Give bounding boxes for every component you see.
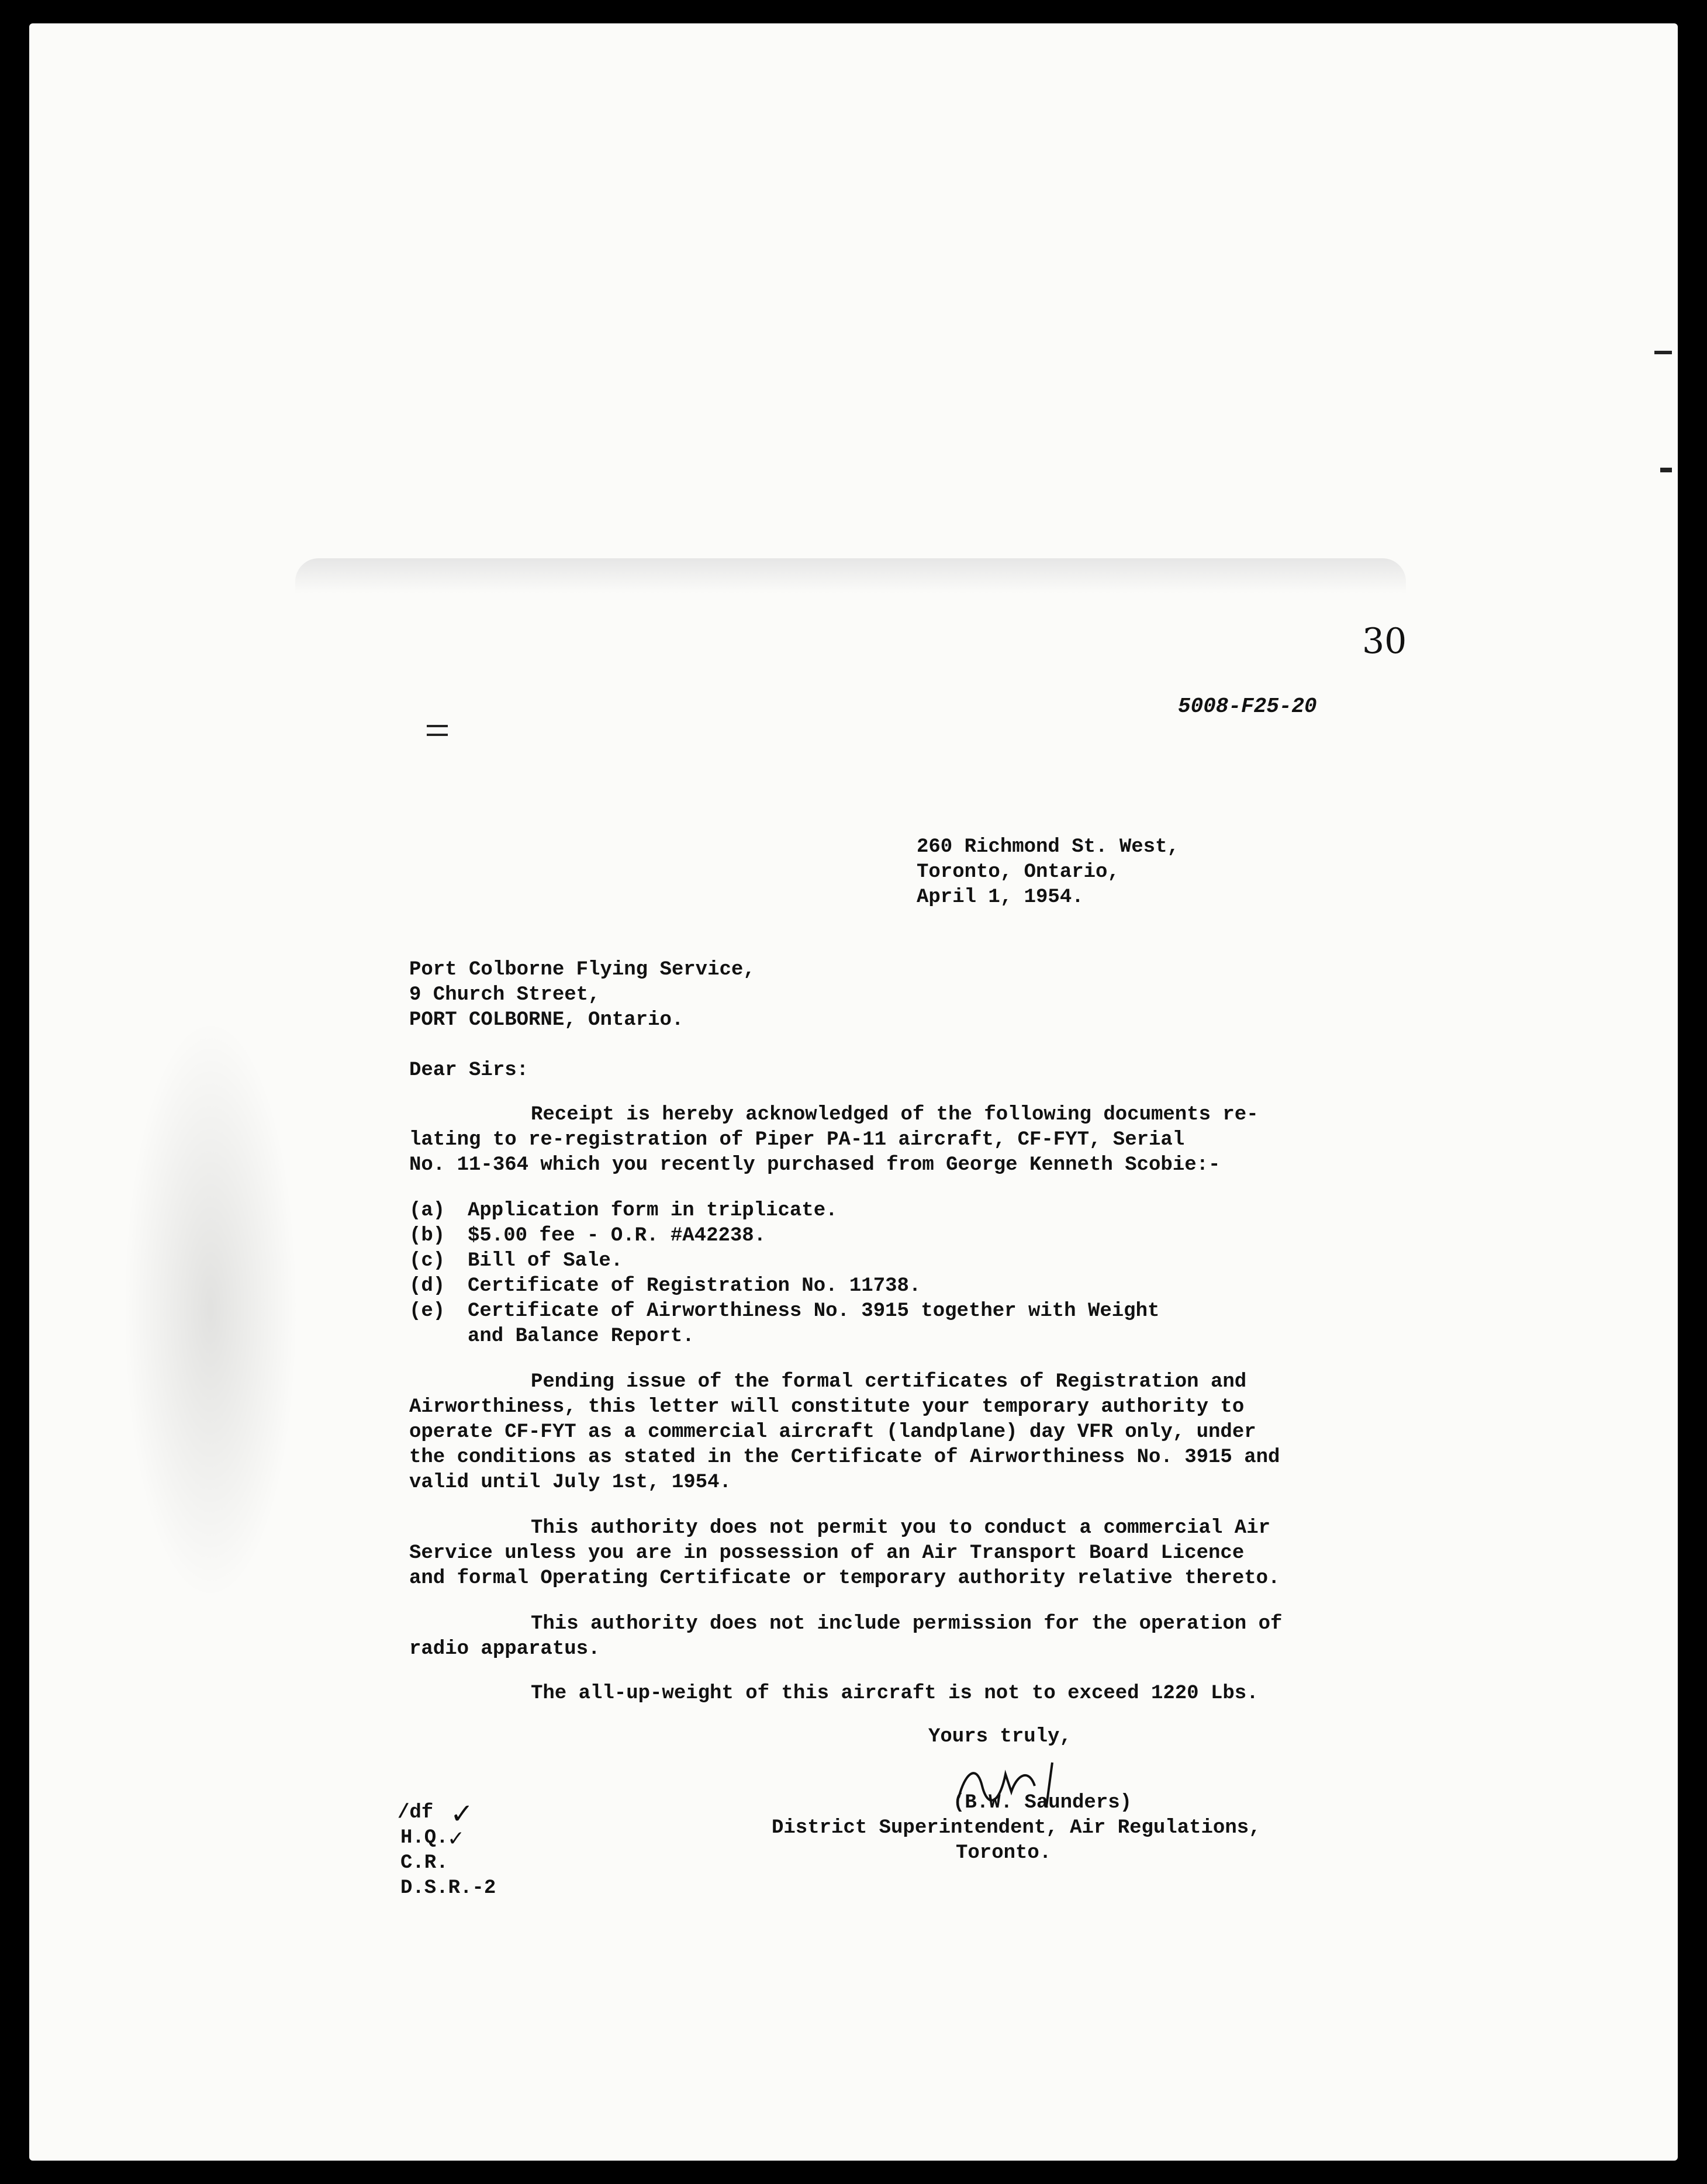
- list-text: Bill of Sale.: [468, 1250, 623, 1272]
- paragraph-line: Receipt is hereby acknowledged of the following documents re-: [531, 1104, 1259, 1126]
- overlaid-sheet-edge: [295, 558, 1406, 593]
- recipient-street: 9 Church Street,: [409, 984, 600, 1006]
- address-line: Toronto, Ontario,: [917, 861, 1119, 883]
- list-text: Certificate of Airworthiness No. 3915 together with Weight: [468, 1300, 1160, 1322]
- list-label: (d): [409, 1275, 445, 1297]
- typist-initials: /df: [398, 1802, 434, 1824]
- letter-date: April 1, 1954.: [917, 886, 1084, 908]
- document-page: [29, 23, 1678, 2161]
- punch-mark: [427, 734, 448, 736]
- paragraph-line: Service unless you are in possession of an Air Transport Board Licence: [409, 1542, 1245, 1564]
- signatory-location: Toronto.: [956, 1842, 1052, 1864]
- salutation: Dear Sirs:: [409, 1059, 529, 1081]
- address-line: 260 Richmond St. West,: [917, 836, 1179, 858]
- list-item: [409, 1250, 623, 1272]
- scan-edge-mark: [1654, 351, 1672, 354]
- list-text: Certificate of Registration No. 11738.: [468, 1275, 921, 1297]
- list-label: (e): [409, 1300, 445, 1322]
- handwritten-check-mark: ✓: [450, 1798, 474, 1830]
- distribution-item: C.R.: [400, 1852, 448, 1874]
- paragraph-line: No. 11-364 which you recently purchased from George Kenneth Scobie:-: [409, 1154, 1221, 1176]
- paragraph-line: lating to re-registration of Piper PA-11 aircraft, CF-FYT, Serial: [409, 1129, 1185, 1151]
- handwritten-check-mark: ✓: [447, 1827, 465, 1851]
- list-item: [409, 1300, 1159, 1322]
- scan-smudge: [123, 1017, 298, 1602]
- signatory-name: (B.W. Saunders): [953, 1792, 1132, 1814]
- paragraph-line: Pending issue of the formal certificates of Registration and: [531, 1371, 1247, 1393]
- signatory-title: District Superintendent, Air Regulations,: [772, 1817, 1261, 1839]
- paragraph-line: This authority does not include permission for the operation of: [531, 1613, 1283, 1635]
- list-text: $5.00 fee - O.R. #A42238.: [468, 1225, 766, 1247]
- punch-mark: [427, 725, 448, 727]
- paragraph-line: The all-up-weight of this aircraft is not to exceed 1220 Lbs.: [531, 1682, 1259, 1705]
- closing: Yours truly,: [928, 1726, 1072, 1748]
- list-item: [409, 1275, 921, 1297]
- paragraph-line: radio apparatus.: [409, 1638, 600, 1660]
- distribution-item: D.S.R.-2: [400, 1877, 496, 1899]
- list-item: [409, 1200, 838, 1222]
- recipient-name: Port Colborne Flying Service,: [409, 959, 755, 981]
- paragraph-line: valid until July 1st, 1954.: [409, 1471, 731, 1494]
- recipient-city: PORT COLBORNE, Ontario.: [409, 1009, 684, 1031]
- scan-edge-mark: [1660, 468, 1672, 472]
- list-item: [409, 1225, 766, 1247]
- handwritten-page-number: 30: [1362, 621, 1407, 662]
- list-label: (a): [409, 1200, 445, 1222]
- distribution-item: H.Q.: [400, 1827, 448, 1849]
- list-label: (c): [409, 1250, 445, 1272]
- list-text: Application form in triplicate.: [468, 1200, 838, 1222]
- file-reference: 5008-F25-20: [1178, 694, 1317, 718]
- paragraph-line: and formal Operating Certificate or temporary authority relative thereto.: [409, 1567, 1280, 1589]
- list-item-continuation: and Balance Report.: [468, 1325, 694, 1347]
- paragraph-line: This authority does not permit you to conduct a commercial Air: [531, 1517, 1271, 1539]
- paragraph-line: the conditions as stated in the Certificate of Airworthiness No. 3915 and: [409, 1446, 1280, 1468]
- list-label: (b): [409, 1225, 445, 1247]
- paragraph-line: Airworthiness, this letter will constitute your temporary authority to: [409, 1396, 1245, 1418]
- paragraph-line: operate CF-FYT as a commercial aircraft (landplane) day VFR only, under: [409, 1421, 1256, 1443]
